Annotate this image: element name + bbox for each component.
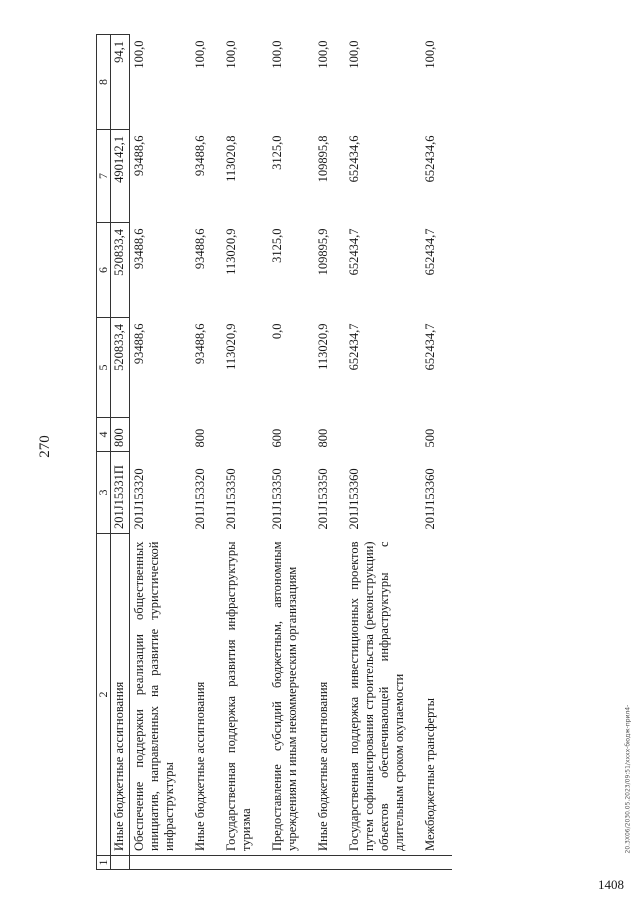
row-name: Предоставление субсидий бюджетным, автономным учреждениям и иным некоммерческим организациям [270,541,299,851]
row-type: 600 [270,428,284,448]
row-code: 201J153360 [423,468,437,530]
header-col-1: 1 [97,856,111,870]
row-value-6: 93488,6 [132,228,146,270]
table-row [191,35,222,870]
row-value-7: 652434,6 [423,135,437,183]
row-name: Иные бюджетные ассигнования [111,534,130,856]
row-value-8: 100,0 [132,40,146,69]
row-value-5: 652434,7 [423,323,437,371]
row-name: Иные бюджетные ассигнования [193,681,207,851]
row-value-6: 113020,9 [224,228,238,275]
row-value-7: 652434,6 [347,135,361,183]
row-name: Обеспечение поддержки реализации общественных инициатив, направленных на развитие туристической инфраструктуры [132,541,176,851]
header-col-6: 6 [97,223,111,318]
row-code: 201J153350 [224,468,238,530]
row-code: 201J153360 [347,468,361,530]
header-col-2: 2 [97,534,111,856]
row-value-5: 93488,6 [132,323,146,365]
row-value-6: 520833,4 [111,223,130,318]
row-value-8: 100,0 [316,40,330,69]
row-type [222,418,268,452]
row-value-7: 490142,1 [111,130,130,223]
row-name: Государственная поддержка развития инфраструктуры туризма [224,541,253,851]
table-row [222,35,268,870]
table-row [268,35,314,870]
row-value-8: 100,0 [193,40,207,69]
row-type: 800 [193,428,207,448]
row-code: 201J153320 [193,468,207,530]
row-value-7: 113020,8 [224,135,238,182]
row-value-8: 100,0 [224,40,238,69]
row-value-7: 109895,8 [316,135,330,183]
row-value-6: 652434,7 [423,228,437,276]
row-value-7: 3125,0 [270,135,284,170]
row-type [345,418,421,452]
table-row [421,35,452,870]
budget-table [96,34,452,870]
file-stamp: 20.3X06/2030.05.2023/09:51/xxxx-бюдж-прил4- [624,704,632,854]
header-col-4: 4 [97,418,111,452]
row-code: 201J153350 [316,468,330,530]
sheet-number: 1408 [598,877,624,892]
row-value-5: 113020,9 [316,323,330,370]
row-value-8: 100,0 [423,40,437,69]
row-value-8: 94,1 [111,35,130,130]
row-code: 201J153350 [270,468,284,530]
table-header-row [97,35,111,870]
row-value-8: 100,0 [270,40,284,69]
row-type: 500 [423,428,437,448]
row-value-8: 100,0 [347,40,361,69]
table-row [111,35,130,870]
row-value-6: 3125,0 [270,228,284,263]
table-row [314,35,345,870]
row-name: Государственная поддержка инвестиционных проектов путем софинансирования строительства (реконструкции) объектов обеспечивающей инфраструктуры с длительным сроком окупаемости [347,541,406,851]
header-col-8: 8 [97,35,111,130]
row-value-5: 0,0 [270,323,284,340]
row-value-6: 652434,7 [347,228,361,276]
row-value-5: 652434,7 [347,323,361,371]
row-type [130,418,192,452]
header-col-3: 3 [97,452,111,534]
row-value-5: 93488,6 [193,323,207,365]
budget-table-wrapper [96,35,636,870]
row-code: 201J153320 [132,468,146,530]
row-value-7: 93488,6 [132,135,146,177]
row-value-6: 93488,6 [193,228,207,270]
row-value-6: 109895,9 [316,228,330,276]
row-value-5: 113020,9 [224,323,238,370]
table-row [345,35,421,870]
page-number: 270 [36,435,53,458]
row-type: 800 [316,428,330,448]
table-row [130,35,192,870]
row-value-5: 520833,4 [111,318,130,418]
row-value-7: 93488,6 [193,135,207,177]
header-col-5: 5 [97,318,111,418]
row-name: Межбюджетные трансферты [423,697,437,851]
row-code: 201J15331П [111,452,130,534]
header-col-7: 7 [97,130,111,223]
row-name: Иные бюджетные ассигнования [316,681,330,851]
row-type: 800 [111,418,130,452]
